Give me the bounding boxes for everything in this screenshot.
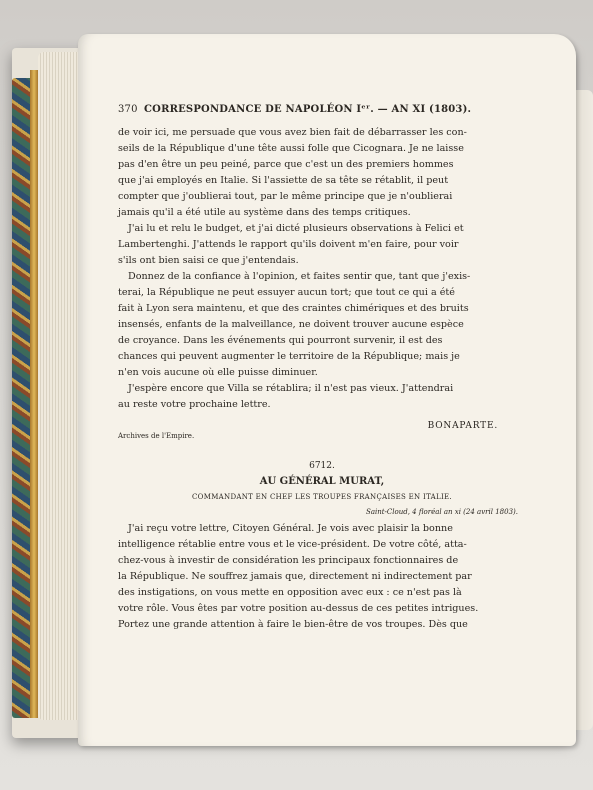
text-line: pas d'en être un peu peiné, parce que c'est un des premiers hommes	[118, 159, 454, 170]
signature: BONAPARTE.	[427, 421, 498, 431]
text-line: votre rôle. Vous êtes par votre position au-dessus de ces petites intrigues.	[118, 603, 479, 614]
running-title: CORRESPONDANCE DE NAPOLÉON Iᵉʳ. — AN XI (1803).	[144, 104, 472, 115]
letter-number: 6712.	[309, 461, 335, 471]
text-line: jamais qu'il a été utile au système dans des temps critiques.	[118, 207, 411, 218]
text-line: Portez une grande attention à faire le bien-être de vos troupes. Dès que	[118, 619, 468, 630]
text-line: la République. Ne souffrez jamais que, directement ni indirectement par	[118, 571, 472, 582]
letter-title: AU GÉNÉRAL MURAT,	[259, 476, 385, 487]
text-line: des instigations, on vous mette en opposition avec eux : ce n'est pas là	[118, 587, 462, 598]
text-line: J'ai lu et relu le budget, et j'ai dicté plusieurs observations à Felici et	[128, 223, 464, 234]
text-line: s'ils ont bien saisi ce que j'entendais.	[118, 255, 299, 266]
letter-subtitle: COMMANDANT EN CHEF LES TROUPES FRANÇAISES EN ITALIE.	[192, 493, 452, 501]
text-line: que j'ai employés en Italie. Si l'assiette de sa tête se rétablit, il peut	[118, 175, 449, 186]
text-line: de croyance. Dans les événements qui pourront survenir, il est des	[118, 335, 443, 346]
text-line: seils de la République d'une tête aussi folle que Cicognara. Je ne laisse	[118, 143, 464, 154]
text-line: compter que j'oublierai tout, par le même principe que je n'oublierai	[118, 191, 453, 202]
dateline: Saint-Cloud, 4 floréal an xi (24 avril 1803).	[366, 508, 518, 516]
source-note: Archives de l'Empire.	[118, 432, 195, 440]
gilt-spine-edge	[30, 70, 38, 718]
page-edges	[38, 52, 82, 720]
text-line: n'en vois aucune où elle puisse diminuer.	[118, 367, 318, 378]
text-line: de voir ici, me persuade que vous avez bien fait de débarrasser les con-	[118, 127, 467, 138]
text-line: au reste votre prochaine lettre.	[118, 399, 271, 410]
text-line: chez-vous à investir de considération les principaux fonctionnaires de	[118, 555, 459, 566]
text-line: insensés, enfants de la malveillance, ne doivent trouver aucune espèce	[118, 319, 464, 330]
page-number: 370	[118, 104, 138, 115]
text-line: fait à Lyon sera maintenu, et que des craintes chimériques et des bruits	[118, 303, 469, 314]
text-line: J'espère encore que Villa se rétablira; il n'est pas vieux. J'attendrai	[128, 383, 454, 394]
text-line: chances qui peuvent augmenter le territoire de la République; mais je	[118, 351, 460, 362]
text-line: Donnez de la confiance à l'opinion, et faites sentir que, tant que j'exis-	[128, 271, 471, 282]
text-line: terai, la République ne peut essuyer aucun tort; que tout ce qui a été	[118, 287, 455, 298]
text-line: J'ai reçu votre lettre, Citoyen Général. Je vois avec plaisir la bonne	[128, 523, 453, 534]
text-line: Lambertenghi. J'attends le rapport qu'ils doivent m'en faire, pour voir	[118, 239, 459, 250]
text-line: intelligence rétablie entre vous et le vice-président. De votre côté, atta-	[118, 539, 467, 550]
